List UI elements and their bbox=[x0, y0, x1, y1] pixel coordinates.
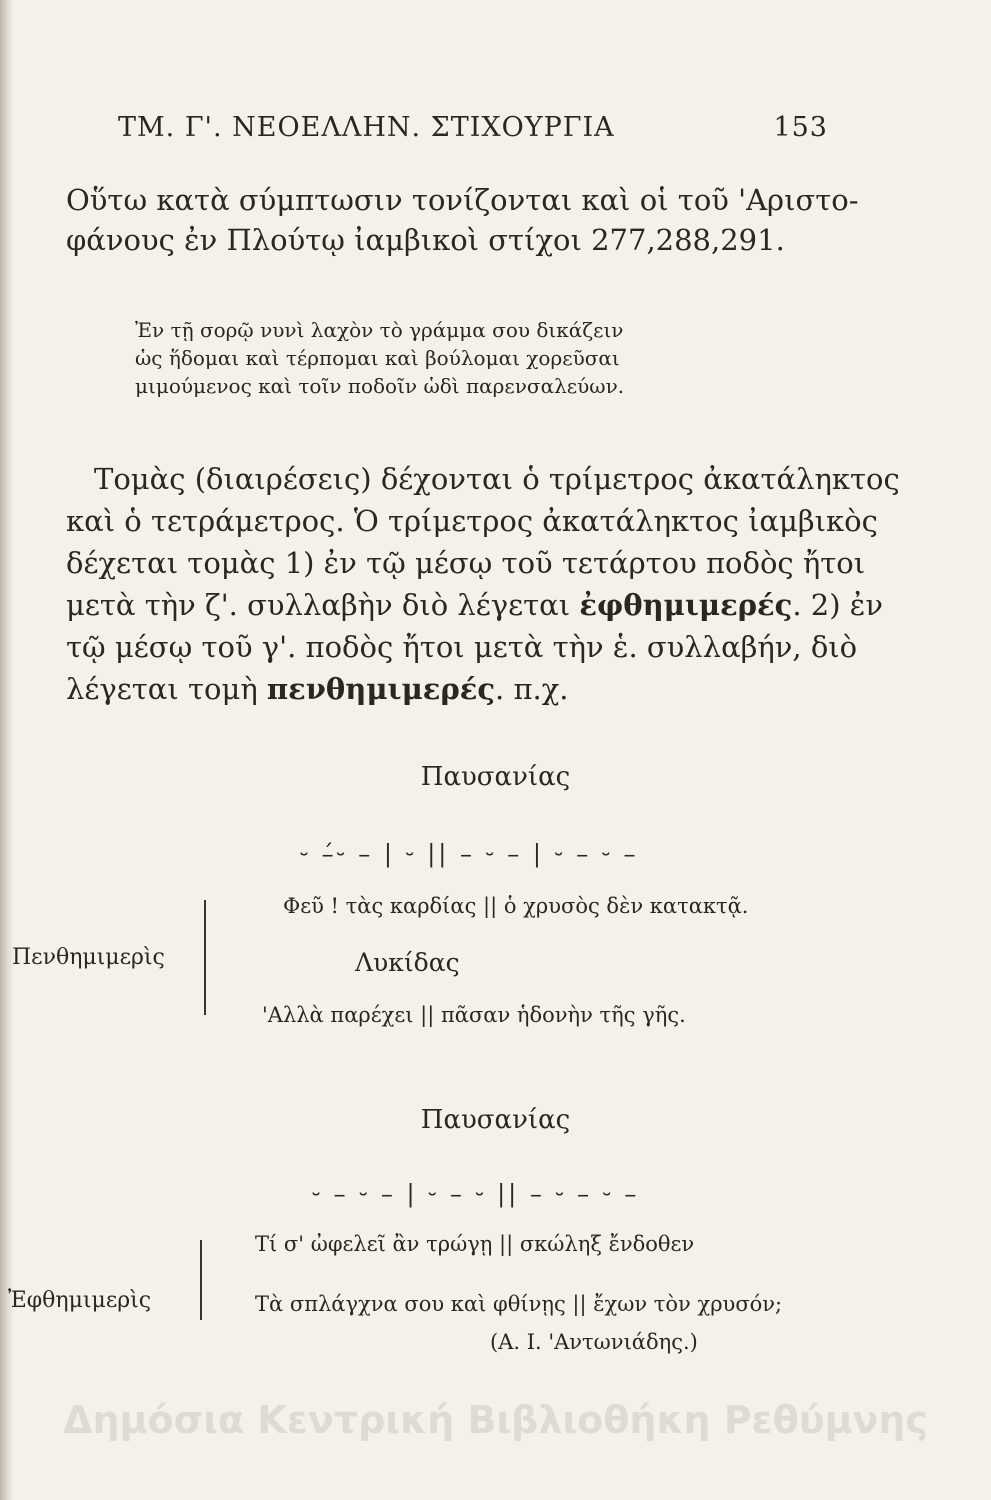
quote-line: Ἐν τῇ σορῷ νυνὶ λαχὸν τὸ γράμμα σου δικάζειν bbox=[135, 318, 624, 342]
paragraph-caesura bbox=[66, 458, 900, 710]
library-watermark: Δημόσια Κεντρική Βιβλιοθήκη Ρεθύμνης bbox=[63, 1398, 928, 1442]
paragraph-line: τῷ μέσῳ τοῦ γ'. ποδὸς ἤτοι μετὰ τὴν ἑ. συλλαβήν, διὸ bbox=[66, 630, 858, 664]
quote-line: μιμούμενος καὶ τοῖν ποδοῖν ὡδὶ παρενσαλεύων. bbox=[135, 374, 625, 398]
attribution: (Α. Ι. 'Αντωνιάδης.) bbox=[490, 1330, 698, 1354]
paragraph-line: καὶ ὁ τετράμετρος. Ὁ τρίμετρος ἀκατάληκτος ἰαμβικὸς bbox=[66, 504, 878, 538]
text-run: . π.χ. bbox=[495, 672, 569, 706]
running-header bbox=[118, 112, 828, 143]
page-number: 153 bbox=[773, 112, 828, 143]
paragraph-line: Οὕτω κατὰ σύμπτωσιν τονίζονται καὶ οἱ τοῦ 'Αριστο- bbox=[66, 183, 859, 217]
verse-line: Φεῦ ! τὰς καρδίας || ὁ χρυσὸς δὲν κατακτᾷ. bbox=[283, 894, 749, 918]
paragraph-intro bbox=[66, 180, 859, 260]
verse-line: Τί σ' ὠφελεῖ ἂν τρώγῃ || σκώληξ ἔνδοθεν bbox=[255, 1232, 695, 1256]
bracket-rule bbox=[204, 900, 206, 1015]
speaker-name: Λυκίδας bbox=[355, 948, 460, 977]
paragraph-line bbox=[66, 584, 883, 626]
page-edge bbox=[0, 0, 14, 1500]
paragraph-line: Τομὰς (διαιρέσεις) δέχονται ὁ τρίμετρος ἀκατάληκτος bbox=[94, 462, 900, 496]
running-title: ΤΜ. Γ'. ΝΕΟΕΛΛΗΝ. ΣΤΙΧΟΥΡΓΙΑ bbox=[118, 112, 615, 143]
meter-scheme: ⏑ – ⏑ – | ⏑ – ⏑ || – ⏑ – ⏑ – bbox=[312, 1180, 640, 1208]
paragraph-line bbox=[66, 668, 846, 710]
side-label: Ἐφθημιμερὶς bbox=[8, 1288, 152, 1313]
term-efthimimeres: ἐφθημιμερές bbox=[579, 588, 793, 622]
verse-line: Τὰ σπλάγχνα σου καὶ φθίνῃς || ἔχων τὸν χρυσόν; bbox=[255, 1292, 783, 1316]
text-run: μετὰ τὴν ζ'. συλλαβὴν διὸ λέγεται bbox=[66, 588, 580, 622]
quote-line: ὡς ἥδομαι καὶ τέρπομαι καὶ βούλομαι χορεῦσαι bbox=[135, 346, 620, 370]
paragraph-line: φάνους ἐν Πλούτῳ ἰαμβικοὶ στίχοι 277,288,291. bbox=[66, 223, 785, 257]
term-penthimimeres: πενθημιμερές bbox=[266, 672, 496, 706]
text-run: . 2) ἐν bbox=[792, 588, 883, 622]
side-label: Πενθημιμερὶς bbox=[12, 945, 165, 970]
bracket-rule bbox=[200, 1240, 202, 1320]
speaker-name: Παυσανίας bbox=[420, 1105, 571, 1135]
verse-line: 'Αλλὰ παρέχει || πᾶσαν ἡδονὴν τῆς γῆς. bbox=[262, 1003, 686, 1027]
text-run: λέγεται τομὴ bbox=[66, 672, 267, 706]
speaker-name: Παυσανίας bbox=[420, 762, 571, 792]
paragraph-line: δέχεται τομὰς 1) ἐν τῷ μέσῳ τοῦ τετάρτου ποδὸς ἤτοι bbox=[66, 546, 866, 580]
meter-scheme: ⏑ –́⏑ – | ⏑ || – ⏑ – | ⏑ – ⏑ – bbox=[300, 840, 639, 868]
quoted-verses bbox=[135, 316, 624, 400]
